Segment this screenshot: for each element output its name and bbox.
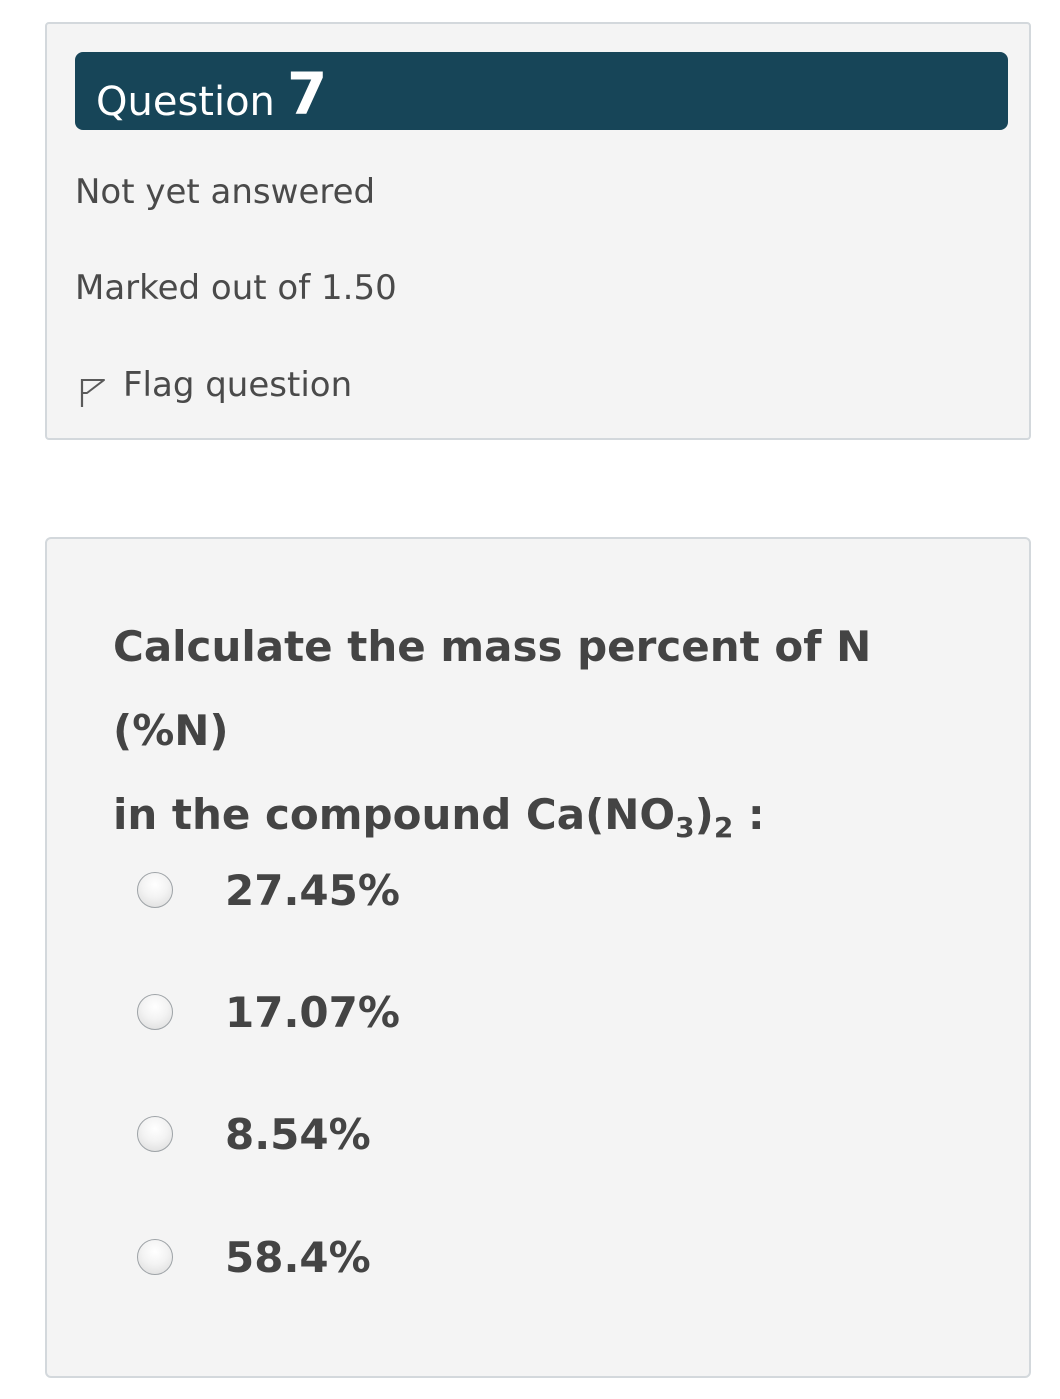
question-text-line-1: Calculate the mass percent of N (%N) <box>113 622 872 755</box>
formula-subscript-3: 3 <box>675 811 695 844</box>
question-text-line-2 <box>113 773 993 857</box>
question-title-word: Question <box>96 79 275 125</box>
answer-radio-4[interactable] <box>137 1239 173 1275</box>
flag-question-label: Flag question <box>123 365 353 405</box>
question-content-card <box>45 537 1031 1378</box>
question-info-card <box>45 22 1031 440</box>
flag-question-button[interactable] <box>75 364 395 410</box>
formula-close-paren: ) <box>694 790 714 839</box>
answer-label-3: 8.54% <box>225 1110 371 1159</box>
answer-option-2[interactable] <box>137 983 537 1043</box>
answer-option-3[interactable] <box>137 1105 537 1165</box>
answer-radio-2[interactable] <box>137 994 173 1030</box>
answer-label-4: 58.4% <box>225 1233 371 1282</box>
question-colon: : <box>733 790 765 839</box>
answer-radio-1[interactable] <box>137 872 173 908</box>
answer-option-4[interactable] <box>137 1228 537 1288</box>
question-number: 7 <box>287 60 328 128</box>
question-state: Not yet answered <box>75 172 376 212</box>
question-text-formula-prefix: in the compound Ca(NO <box>113 790 676 839</box>
question-mark: Marked out of 1.50 <box>75 268 397 308</box>
question-text <box>113 605 993 857</box>
answer-option-1[interactable] <box>137 861 537 921</box>
question-header <box>75 52 1008 130</box>
answer-label-1: 27.45% <box>225 866 400 915</box>
formula-subscript-2: 2 <box>713 811 734 844</box>
answer-radio-3[interactable] <box>137 1116 173 1152</box>
answer-label-2: 17.07% <box>225 988 400 1037</box>
flag-icon <box>75 374 111 410</box>
